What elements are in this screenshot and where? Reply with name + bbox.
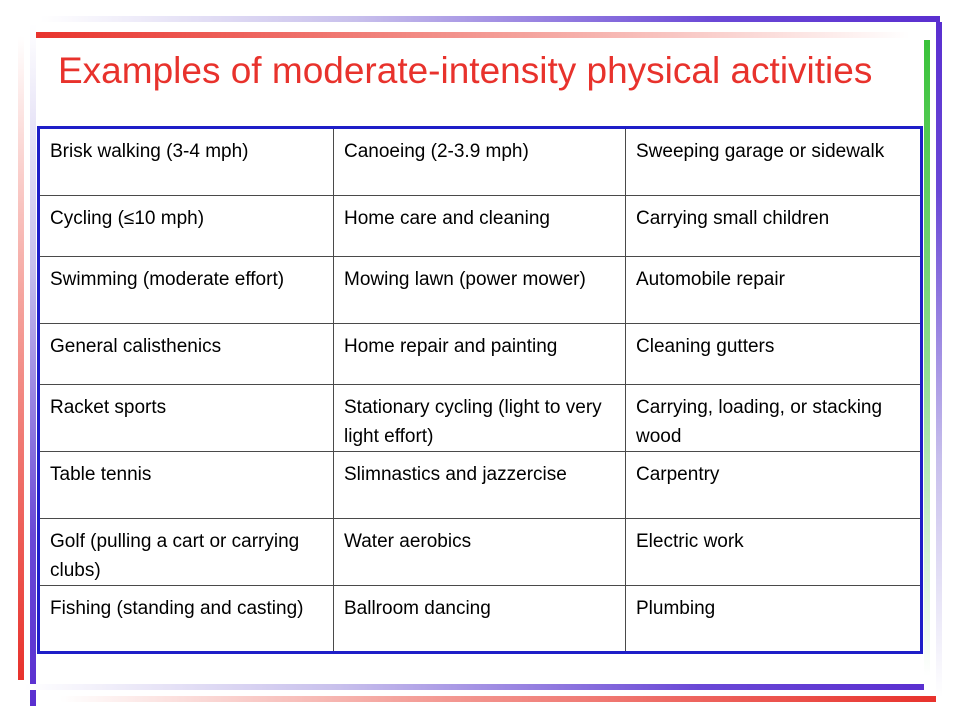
table-cell: Table tennis [39, 452, 334, 519]
table-cell: Plumbing [626, 586, 922, 653]
table-cell: Home care and cleaning [334, 196, 626, 257]
table-cell: Automobile repair [626, 257, 922, 324]
decorative-bar-top-purple [40, 16, 940, 22]
table-row [39, 324, 922, 385]
table-cell: Brisk walking (3-4 mph) [39, 128, 334, 196]
table-cell: Canoeing (2-3.9 mph) [334, 128, 626, 196]
table-cell: Carrying small children [626, 196, 922, 257]
table-row [39, 452, 922, 519]
table-cell: Sweeping garage or sidewalk [626, 128, 922, 196]
table-cell: Mowing lawn (power mower) [334, 257, 626, 324]
decorative-bar-left-red [18, 36, 24, 680]
decorative-bar-bottom-red [60, 696, 936, 702]
table-row [39, 586, 922, 653]
table-cell: Electric work [626, 519, 922, 586]
table-cell: General calisthenics [39, 324, 334, 385]
decorative-bar-left-purple [30, 24, 36, 706]
table-cell: Cleaning gutters [626, 324, 922, 385]
table-row [39, 385, 922, 452]
table-cell: Ballroom dancing [334, 586, 626, 653]
slide-title: Examples of moderate-intensity physical activities [58, 50, 873, 91]
activities-table [37, 126, 923, 654]
table-row [39, 196, 922, 257]
table-cell: Carpentry [626, 452, 922, 519]
table-row [39, 128, 922, 196]
table-cell: Swimming (moderate effort) [39, 257, 334, 324]
table-cell: Water aerobics [334, 519, 626, 586]
table-cell: Fishing (standing and casting) [39, 586, 334, 653]
table-row [39, 519, 922, 586]
table-cell: Cycling (≤10 mph) [39, 196, 334, 257]
decorative-bar-right-purple [936, 22, 942, 698]
table-cell: Slimnastics and jazzercise [334, 452, 626, 519]
table-row [39, 257, 922, 324]
table-cell: Golf (pulling a cart or carrying clubs) [39, 519, 334, 586]
decorative-bar-bottom-purple [24, 684, 924, 690]
table-cell: Racket sports [39, 385, 334, 452]
decorative-bar-top-red [30, 32, 910, 38]
table-cell: Carrying, loading, or stacking wood [626, 385, 922, 452]
table-cell: Home repair and painting [334, 324, 626, 385]
decorative-bar-right-green [924, 40, 930, 676]
table-cell: Stationary cycling (light to very light effort) [334, 385, 626, 452]
